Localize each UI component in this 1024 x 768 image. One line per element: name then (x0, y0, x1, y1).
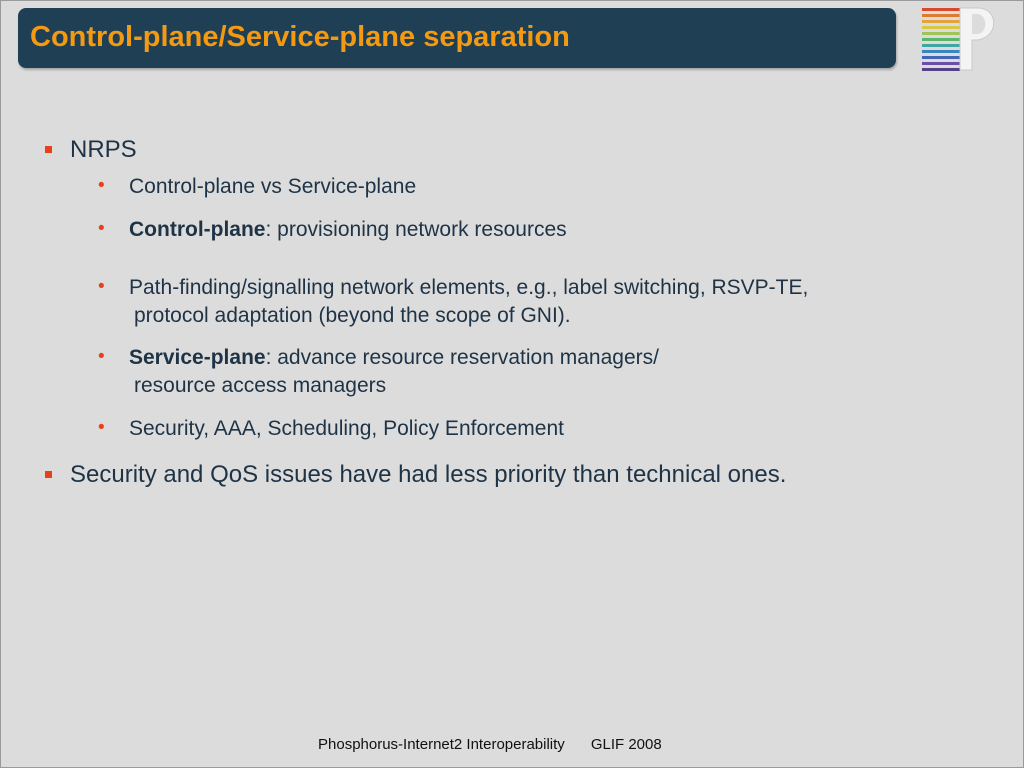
term-control-plane: Control-plane (129, 218, 266, 241)
dot-bullet-icon: • (98, 417, 105, 438)
footer-conference: GLIF 2008 (590, 736, 662, 753)
dot-bullet-icon: • (98, 175, 105, 196)
sub-bullet-continuation: resource access managers (134, 374, 387, 397)
dot-bullet-icon: • (98, 276, 105, 297)
definition-text: : advance resource reservation managers/ (265, 346, 659, 369)
square-bullet-icon (45, 146, 52, 153)
slide-footer (318, 736, 662, 753)
sub-bullet-text: Control-plane vs Service-plane (129, 175, 417, 198)
term-service-plane: Service-plane (129, 346, 266, 369)
square-bullet-icon (45, 471, 52, 478)
dot-bullet-icon: • (98, 218, 105, 239)
dot-bullet-icon: • (98, 346, 105, 367)
sub-bullet-continuation: protocol adaptation (beyond the scope of GNI). (134, 304, 571, 327)
bullet-text: Security and QoS issues have had less priority than technical ones. (70, 461, 787, 488)
sub-bullet-text: Security, AAA, Scheduling, Policy Enforcement (129, 417, 564, 440)
bullet-text: NRPS (70, 136, 137, 163)
sub-bullet-text (129, 218, 567, 242)
footer-event-title: Phosphorus-Internet2 Interoperability (318, 736, 565, 753)
sub-bullet-text (129, 346, 659, 370)
definition-text: : provisioning network resources (265, 218, 567, 241)
sub-bullet-text: Path-finding/signalling network elements, e.g., label switching, RSVP-TE, (129, 276, 809, 299)
slide-title: Control-plane/Service-plane separation (30, 21, 570, 53)
